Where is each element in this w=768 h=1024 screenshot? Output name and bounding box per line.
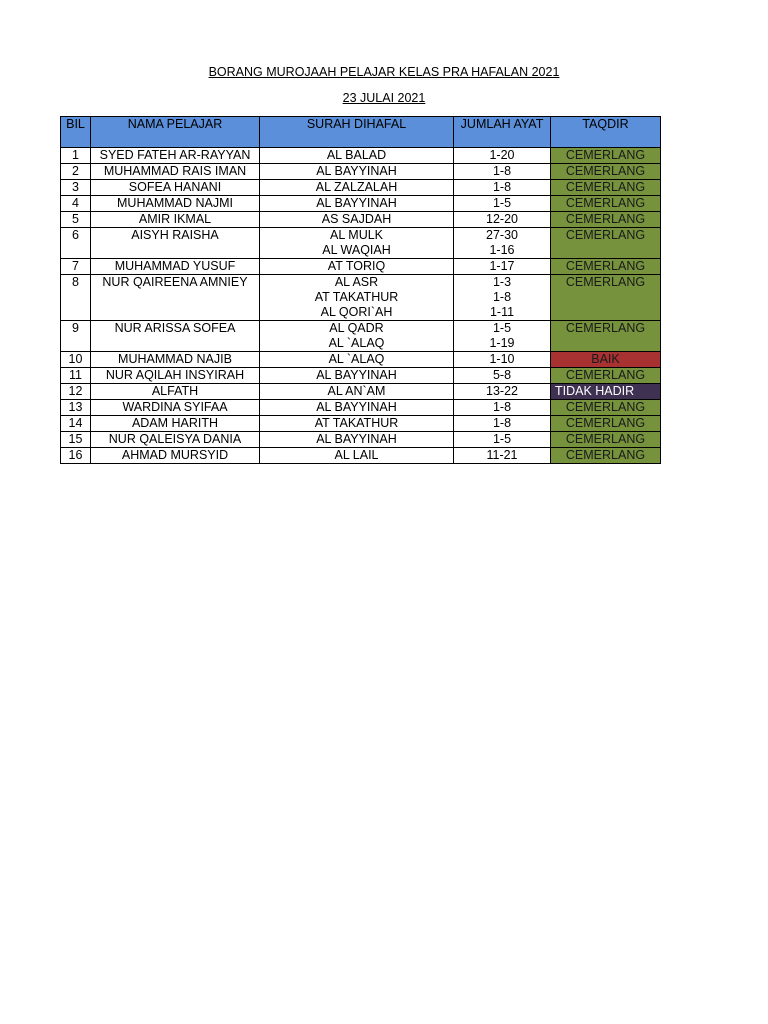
cell-bil: 1 [61, 148, 91, 164]
cell-jumlah-ayat [454, 275, 551, 321]
surah-name: AL BAYYINAH [316, 432, 397, 446]
cell-jumlah-ayat [454, 148, 551, 164]
cell-bil: 8 [61, 275, 91, 321]
surah-name: AL QORI`AH [320, 305, 393, 319]
ayat-range: 1-8 [492, 180, 512, 194]
ayat-range: 1-20 [489, 148, 515, 162]
cell-bil: 2 [61, 164, 91, 180]
surah-name: AS SAJDAH [321, 212, 392, 226]
cell-nama-pelajar: AISYH RAISHA [91, 228, 260, 259]
cell-taqdir: CEMERLANG [551, 212, 661, 228]
cell-taqdir: CEMERLANG [551, 275, 661, 321]
cell-surah-dihafal [260, 352, 454, 368]
table-row [61, 321, 661, 352]
table-header-row [61, 117, 661, 148]
cell-nama-pelajar: MUHAMMAD YUSUF [91, 259, 260, 275]
cell-bil: 11 [61, 368, 91, 384]
ayat-range: 12-20 [486, 212, 518, 226]
cell-jumlah-ayat [454, 368, 551, 384]
cell-jumlah-ayat [454, 416, 551, 432]
cell-jumlah-ayat [454, 448, 551, 464]
cell-jumlah-ayat [454, 384, 551, 400]
surah-name: AL BAYYINAH [316, 368, 397, 382]
header-jumlah-ayat: JUMLAH AYAT [454, 117, 551, 148]
surah-name: AT TAKATHUR [314, 416, 399, 430]
table-row [61, 228, 661, 259]
cell-nama-pelajar: NUR AQILAH INSYIRAH [91, 368, 260, 384]
cell-bil: 16 [61, 448, 91, 464]
cell-taqdir: CEMERLANG [551, 180, 661, 196]
cell-jumlah-ayat [454, 164, 551, 180]
cell-taqdir: CEMERLANG [551, 400, 661, 416]
surah-name: AL QADR [329, 321, 384, 335]
surah-name: AL BALAD [326, 148, 387, 162]
cell-bil: 6 [61, 228, 91, 259]
cell-taqdir: CEMERLANG [551, 321, 661, 352]
ayat-range: 1-17 [489, 259, 515, 273]
cell-bil: 14 [61, 416, 91, 432]
cell-bil: 15 [61, 432, 91, 448]
cell-surah-dihafal [260, 259, 454, 275]
table-body [61, 148, 661, 464]
header-taqdir: TAQDIR [551, 117, 661, 148]
cell-nama-pelajar: ALFATH [91, 384, 260, 400]
murojaah-table [60, 116, 661, 464]
table-row [61, 148, 661, 164]
ayat-range: 1-5 [492, 321, 512, 335]
cell-nama-pelajar: MUHAMMAD NAJMI [91, 196, 260, 212]
cell-jumlah-ayat [454, 432, 551, 448]
ayat-range: 1-8 [492, 290, 512, 304]
cell-surah-dihafal [260, 368, 454, 384]
table-row [61, 352, 661, 368]
ayat-range: 1-11 [489, 305, 515, 319]
surah-name: AL `ALAQ [328, 352, 385, 366]
ayat-range: 11-21 [486, 448, 518, 462]
cell-nama-pelajar: WARDINA SYIFAA [91, 400, 260, 416]
table-row [61, 212, 661, 228]
cell-surah-dihafal [260, 384, 454, 400]
ayat-range: 1-19 [489, 336, 515, 350]
cell-bil: 10 [61, 352, 91, 368]
surah-name: AL WAQIAH [322, 243, 391, 257]
cell-jumlah-ayat [454, 321, 551, 352]
table-row [61, 275, 661, 321]
surah-name: AL ZALZALAH [315, 180, 398, 194]
cell-taqdir: CEMERLANG [551, 164, 661, 180]
surah-name: AL BAYYINAH [316, 164, 397, 178]
surah-name: AL AN`AM [327, 384, 386, 398]
cell-taqdir: BAIK [551, 352, 661, 368]
cell-surah-dihafal [260, 164, 454, 180]
cell-jumlah-ayat [454, 212, 551, 228]
cell-jumlah-ayat [454, 400, 551, 416]
table-row [61, 164, 661, 180]
cell-taqdir: TIDAK HADIR [551, 384, 661, 400]
header-nama-pelajar: NAMA PELAJAR [91, 117, 260, 148]
surah-name: AL MULK [329, 228, 384, 242]
table-row [61, 416, 661, 432]
table-row [61, 448, 661, 464]
surah-name: AL LAIL [334, 448, 379, 462]
cell-taqdir: CEMERLANG [551, 196, 661, 212]
cell-jumlah-ayat [454, 259, 551, 275]
ayat-range: 1-8 [492, 416, 512, 430]
table-row [61, 259, 661, 275]
cell-nama-pelajar: AMIR IKMAL [91, 212, 260, 228]
table-row [61, 432, 661, 448]
cell-nama-pelajar: NUR QAIREENA AMNIEY [91, 275, 260, 321]
surah-name: AT TORIQ [327, 259, 386, 273]
cell-surah-dihafal [260, 400, 454, 416]
table-row [61, 384, 661, 400]
cell-taqdir: CEMERLANG [551, 416, 661, 432]
document-date: 23 JULAI 2021 [342, 91, 426, 105]
surah-name: AL `ALAQ [328, 336, 385, 350]
cell-surah-dihafal [260, 416, 454, 432]
cell-surah-dihafal [260, 321, 454, 352]
table-row [61, 180, 661, 196]
cell-surah-dihafal [260, 212, 454, 228]
surah-name: AT TAKATHUR [314, 290, 399, 304]
ayat-range: 1-3 [492, 275, 512, 289]
ayat-range: 5-8 [492, 368, 512, 382]
cell-surah-dihafal [260, 196, 454, 212]
cell-nama-pelajar: NUR QALEISYA DANIA [91, 432, 260, 448]
cell-jumlah-ayat [454, 228, 551, 259]
table-row [61, 400, 661, 416]
ayat-range: 13-22 [486, 384, 518, 398]
cell-bil: 7 [61, 259, 91, 275]
surah-name: AL BAYYINAH [316, 400, 397, 414]
cell-jumlah-ayat [454, 352, 551, 368]
ayat-range: 1-5 [492, 432, 512, 446]
ayat-range: 1-16 [489, 243, 515, 257]
ayat-range: 1-10 [489, 352, 515, 366]
cell-taqdir: CEMERLANG [551, 228, 661, 259]
cell-nama-pelajar: AHMAD MURSYID [91, 448, 260, 464]
cell-taqdir: CEMERLANG [551, 448, 661, 464]
ayat-range: 1-8 [492, 164, 512, 178]
cell-surah-dihafal [260, 275, 454, 321]
table-row [61, 368, 661, 384]
table-row [61, 196, 661, 212]
cell-jumlah-ayat [454, 196, 551, 212]
cell-nama-pelajar: SYED FATEH AR-RAYYAN [91, 148, 260, 164]
surah-name: AL ASR [334, 275, 379, 289]
cell-taqdir: CEMERLANG [551, 368, 661, 384]
surah-name: AL BAYYINAH [316, 196, 397, 210]
cell-nama-pelajar: ADAM HARITH [91, 416, 260, 432]
ayat-range: 1-5 [492, 196, 512, 210]
cell-nama-pelajar: NUR ARISSA SOFEA [91, 321, 260, 352]
cell-jumlah-ayat [454, 180, 551, 196]
cell-bil: 5 [61, 212, 91, 228]
ayat-range: 27-30 [486, 228, 518, 242]
cell-taqdir: CEMERLANG [551, 432, 661, 448]
cell-surah-dihafal [260, 448, 454, 464]
cell-nama-pelajar: SOFEA HANANI [91, 180, 260, 196]
header-bil: BIL [61, 117, 91, 148]
cell-bil: 9 [61, 321, 91, 352]
ayat-range: 1-8 [492, 400, 512, 414]
cell-bil: 4 [61, 196, 91, 212]
cell-bil: 13 [61, 400, 91, 416]
cell-bil: 3 [61, 180, 91, 196]
cell-surah-dihafal [260, 432, 454, 448]
header-surah-dihafal: SURAH DIHAFAL [260, 117, 454, 148]
cell-nama-pelajar: MUHAMMAD NAJIB [91, 352, 260, 368]
cell-surah-dihafal [260, 180, 454, 196]
cell-bil: 12 [61, 384, 91, 400]
cell-surah-dihafal [260, 228, 454, 259]
cell-surah-dihafal [260, 148, 454, 164]
document-title: BORANG MUROJAAH PELAJAR KELAS PRA HAFALAN 2021 [208, 65, 560, 79]
cell-nama-pelajar: MUHAMMAD RAIS IMAN [91, 164, 260, 180]
cell-taqdir: CEMERLANG [551, 259, 661, 275]
cell-taqdir: CEMERLANG [551, 148, 661, 164]
